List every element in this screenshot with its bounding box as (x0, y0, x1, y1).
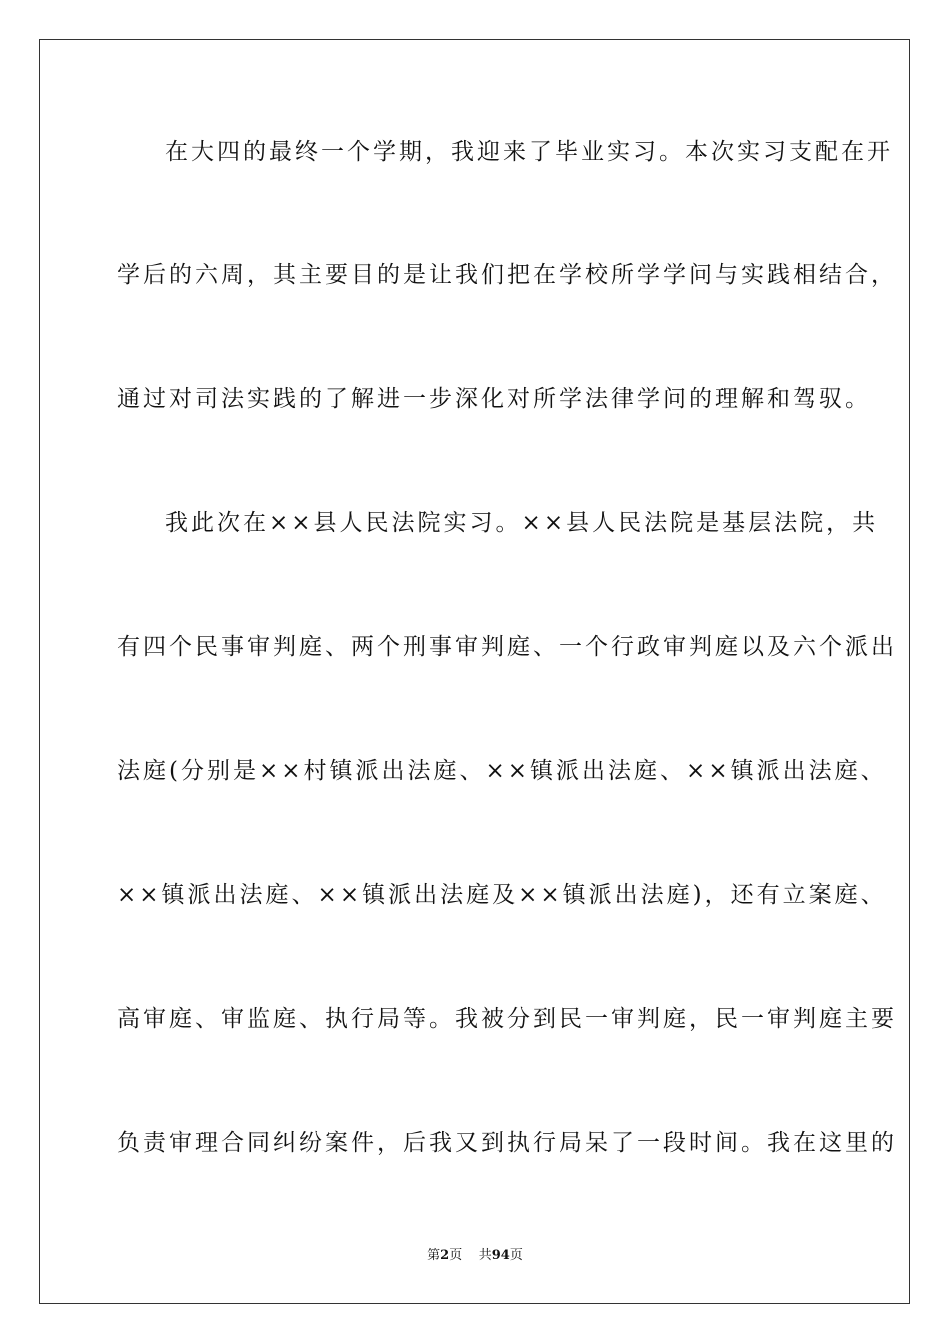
page-suffix: 页 (449, 1248, 463, 1263)
body-text-line: 法庭(分别是××村镇派出法庭、××镇派出法庭、××镇派出法庭、 (117, 758, 887, 784)
page-footer (0, 1247, 950, 1265)
body-text-line: 高审庭、审监庭、执行局等。我被分到民一审判庭，民一审判庭主要 (117, 1006, 897, 1032)
body-text-line: 有四个民事审判庭、两个刑事审判庭、一个行政审判庭以及六个派出 (117, 634, 897, 660)
body-text-line: 学后的六周，其主要目的是让我们把在学校所学学问与实践相结合， (117, 262, 897, 288)
body-text-line: 负责审理合同纠纷案件，后我又到执行局呆了一段时间。我在这里的 (117, 1130, 897, 1156)
body-text-line: 我此次在××县人民法院实习。××县人民法院是基层法院，共 (165, 510, 879, 536)
page-prefix: 第 (427, 1248, 441, 1263)
total-suffix: 页 (509, 1248, 523, 1263)
page-number: 2 (440, 1248, 450, 1263)
body-text-line: ××镇派出法庭、××镇派出法庭及××镇派出法庭)，还有立案庭、 (117, 882, 887, 908)
total-prefix: 共 (478, 1248, 492, 1263)
body-text-line: 通过对司法实践的了解进一步深化对所学法律学问的理解和驾驭。 (117, 386, 871, 412)
body-text-line: 在大四的最终一个学期，我迎来了毕业实习。本次实习支配在开 (165, 139, 893, 165)
page-border (39, 39, 910, 1304)
total-pages: 94 (491, 1248, 510, 1263)
